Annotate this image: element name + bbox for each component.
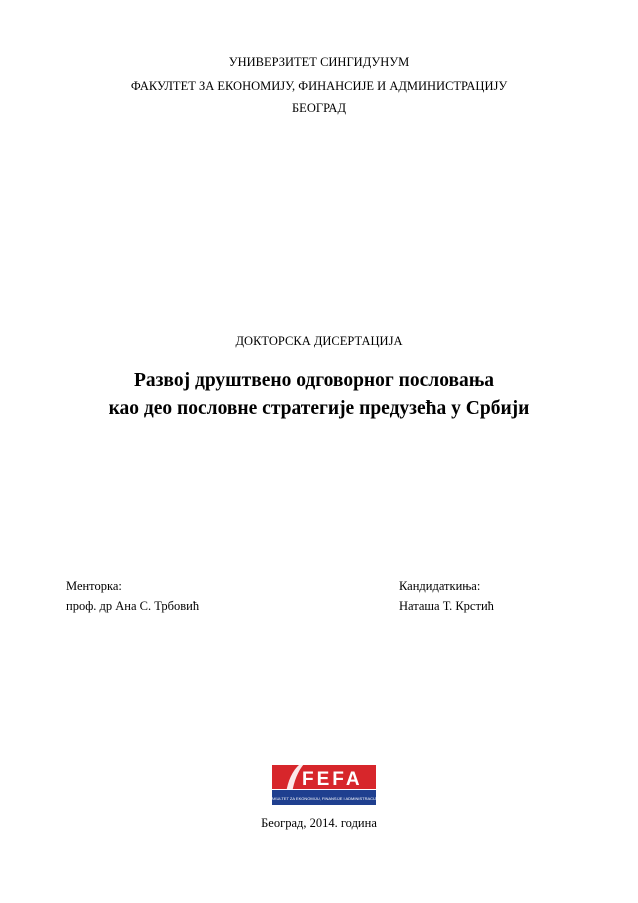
candidate-name: Наташа Т. Крстић <box>399 599 494 613</box>
dissertation-title-line-2: као део пословне стратегије предузећа у Србији <box>108 398 530 419</box>
fefa-logo <box>268 763 380 809</box>
mentor-label: Менторка: <box>66 579 122 593</box>
fefa-logo-icon <box>268 763 380 809</box>
logo-tagline: FAKULTET ZA EKONOMIJU, FINANSIJE I ADMINISTRACIJU <box>268 796 380 801</box>
faculty-name: ФАКУЛТЕТ ЗА ЕКОНОМИЈУ, ФИНАНСИЈЕ И АДМИНИСТРАЦИЈУ <box>130 79 508 93</box>
mentor-name: проф. др Ана С. Трбовић <box>66 599 200 613</box>
candidate-label: Кандидаткиња: <box>399 579 481 593</box>
dissertation-title-line-1: Развој друштвено одговорног пословања <box>133 370 495 391</box>
logo-wordmark: FEFA <box>302 769 363 790</box>
university-name: УНИВЕРЗИТЕТ СИНГИДУНУМ <box>228 55 410 69</box>
place-and-date: Београд, 2014. година <box>261 816 377 830</box>
city-name: БЕОГРАД <box>292 101 346 115</box>
document-type: ДОКТОРСКА ДИСЕРТАЦИЈА <box>235 334 403 348</box>
